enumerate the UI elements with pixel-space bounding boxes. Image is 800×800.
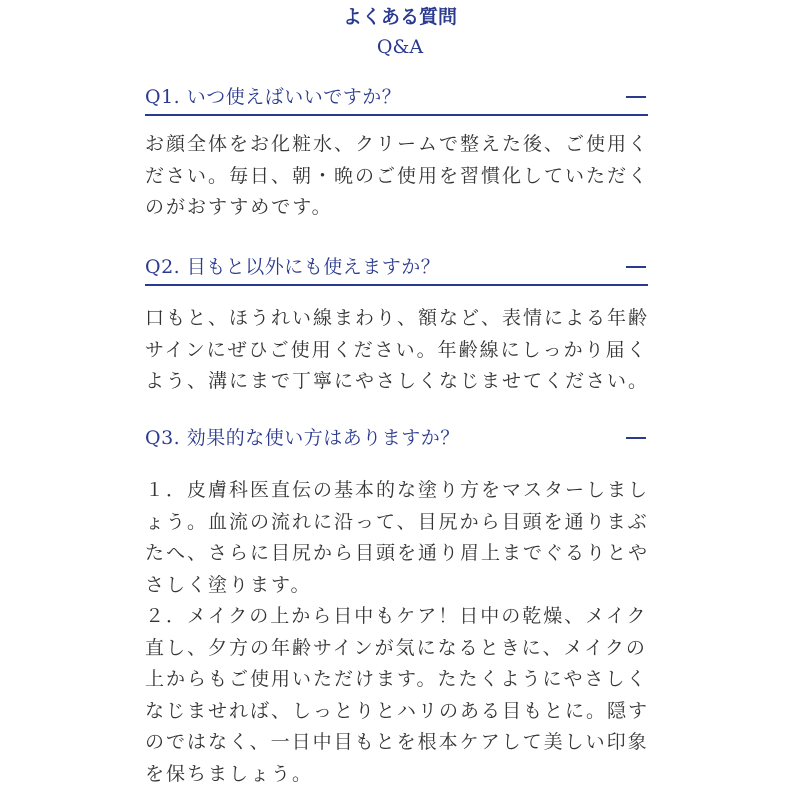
faq-question-3-header[interactable] bbox=[145, 420, 648, 456]
faq-question-1-header[interactable] bbox=[145, 80, 648, 116]
minus-icon[interactable] bbox=[626, 257, 646, 277]
page-title: よくある質問 bbox=[342, 6, 457, 28]
page-subtitle: Q&A bbox=[376, 36, 424, 58]
faq-question-2-header[interactable] bbox=[145, 250, 648, 286]
faq-answer-2: 口もと、ほうれい線まわり、額など、表情による年齢 サインにぜひご使用ください。年齢線にしっかり届く よう、溝にまで丁寧にやさしくなじませてください。 bbox=[145, 307, 650, 392]
faq-question-1: Q1. いつ使えばいいですか？ bbox=[145, 86, 402, 108]
minus-icon[interactable] bbox=[626, 87, 646, 107]
faq-answer-1: お顔全体をお化粧水、クリームで整えた後、ご使用く ださい。毎日、朝・晩のご使用を習慣化していただく のがおすすめです。 bbox=[145, 133, 650, 218]
faq-answer-3: １．皮膚科医直伝の基本的な塗り方をマスターしまし ょう。血流の流れに沿って、目尻から目頭を通りまぶ たへ、さらに目尻から目頭を通り眉上までぐるりとや さしく塗ります。 ２．メイクの上から日中もケア！日中の乾燥、メイク 直し、夕方の年齢サインが気になるときに、メイクの 上からもご使用いただけます。たたくようにやさしく なじませれば、しっとりとハリのある目もとに。隠す のではなく、一日中目もとを根本ケアして美しい印象 を保ちましょう。 bbox=[145, 479, 650, 785]
faq-question-2: Q2. 目もと以外にも使えますか？ bbox=[145, 256, 441, 278]
minus-icon[interactable] bbox=[626, 428, 646, 448]
faq-question-3: Q3. 効果的な使い方はありますか？ bbox=[145, 427, 460, 449]
